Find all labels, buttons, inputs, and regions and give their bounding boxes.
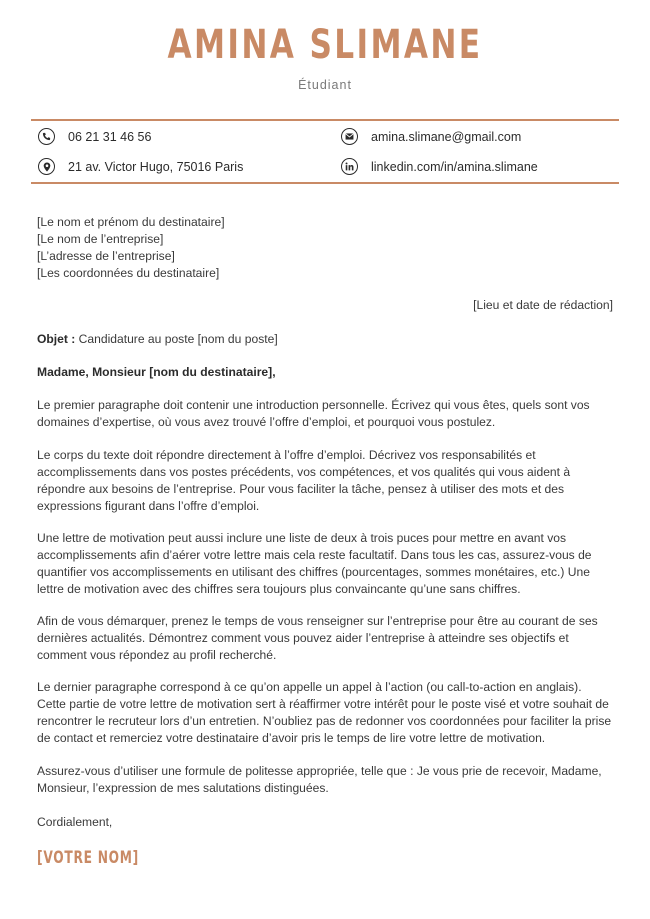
recipient-line: [Le nom et prénom du destinataire] <box>37 215 225 229</box>
contact-phone <box>38 128 151 145</box>
recipient-block <box>37 214 613 282</box>
linkedin-text[interactable]: linkedin.com/in/amina.slimane <box>371 159 538 174</box>
linkedin-icon <box>341 158 358 175</box>
subject-label: Objet : <box>37 332 76 346</box>
subject-line <box>37 331 613 348</box>
email-icon <box>341 128 358 145</box>
subject-text: Candidature au poste [nom du poste] <box>78 332 278 346</box>
salutation-text: Madame, Monsieur [nom du destinataire], <box>37 365 276 379</box>
contact-linkedin <box>341 158 538 175</box>
phone-icon <box>38 128 55 145</box>
job-title: Étudiant <box>298 78 352 92</box>
contact-email <box>341 128 521 145</box>
signature: [VOTRE NOM] <box>37 848 140 868</box>
paragraph-2: Le corps du texte doit répondre directement à l’offre d’emploi. Décrivez vos responsabilités et accomplissements dans vos postes précédents, vos compétences, et vos qualités qui vous aident à répondre aux besoins de l’entreprise. Pour vous faciliter la tâche, pensez à utiliser des mots et des expressions figurant dans l’offre d’emploi. <box>37 448 571 513</box>
header-top-rule <box>31 119 619 121</box>
contact-address <box>38 158 243 175</box>
salutation <box>37 364 613 381</box>
location-icon <box>38 158 55 175</box>
address-text: 21 av. Victor Hugo, 75016 Paris <box>68 159 244 174</box>
closing: Cordialement, <box>37 815 113 829</box>
recipient-line: [L’adresse de l’entreprise] <box>37 249 175 263</box>
paragraph-3: Une lettre de motivation peut aussi inclure une liste de deux à trois puces pour mettre en avant vos accomplissements afin d’aérer votre lettre mais cela reste facultatif. Dans tous les cas, assurez-vous de quantifier vos accomplissements en utilisant des chiffres (pourcentages, sommes monétaires, etc.) Une lettre de motivation avec des chiffres sera toujours plus convaincante qu’une sans chiffres. <box>37 531 592 596</box>
recipient-line: [Le nom de l’entreprise] <box>37 232 164 246</box>
date-place: [Lieu et date de rédaction] <box>473 298 613 312</box>
header-bottom-rule <box>31 182 619 184</box>
phone-text: 06 21 31 46 56 <box>68 129 152 144</box>
email-text[interactable]: amina.slimane@gmail.com <box>371 129 522 144</box>
paragraph-1: Le premier paragraphe doit contenir une introduction personnelle. Écrivez qui vous êtes, quels sont vos domaines d’expertise, où vous avez trouvé l’offre d’emploi, et pourquoi vous postulez. <box>37 398 590 429</box>
paragraph-5: Le dernier paragraphe correspond à ce qu’on appelle un appel à l’action (ou call-to-action en anglais). Cette partie de votre lettre de motivation sert à réaffirmer votre intérêt pour le poste visé et votre souhait de rencontrer le recruteur lors d’un entretien. N’oubliez pas de redonner vos coordonnées pour faciliter la prise de contact et remerciez votre destinataire d’avoir pris le temps de lire votre lettre de motivation. <box>37 680 612 745</box>
paragraph-6: Assurez-vous d’utiliser une formule de politesse appropriée, telle que : Je vous prie de recevoir, Madame, Monsieur, l’expression de mes salutations distinguées. <box>37 764 602 795</box>
recipient-line: [Les coordonnées du destinataire] <box>37 266 220 280</box>
paragraph-4: Afin de vous démarquer, prenez le temps de vous renseigner sur l’entreprise pour être au courant de ses dernières actualités. Démontrez comment vous pouvez aider l’entreprise à atteindre ses objectifs et comment vous répondez au profil recherché. <box>37 614 598 662</box>
applicant-name: AMINA SLIMANE <box>167 22 483 68</box>
